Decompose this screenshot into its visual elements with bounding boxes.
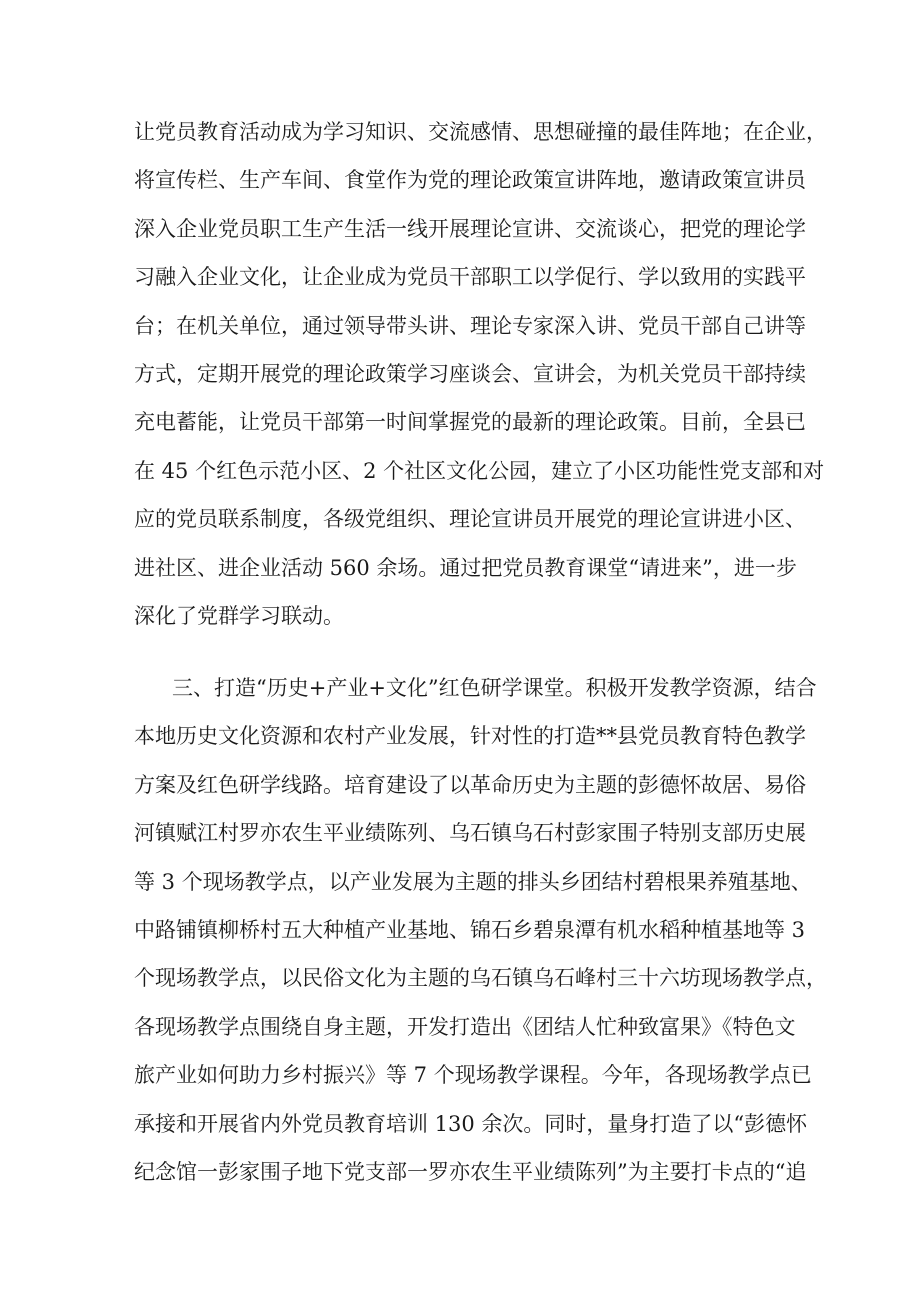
text-line: 个现场教学点，以民俗文化为主题的乌石镇乌石峰村三十六坊现场教学点， (134, 966, 827, 991)
text-line: 进社区、进企业活动 560 余场。通过把党员教育课堂“请进来”，进一步 (134, 555, 797, 580)
text-line: 方案及红色研学线路。培育建设了以革命历史为主题的彭德怀故居、易俗 (134, 772, 806, 797)
paragraph-red-study-classroom (134, 664, 827, 1196)
paragraph-party-education-venues (134, 108, 827, 640)
text-line: 深入企业党员职工生产生活一线开展理论宣讲、交流谈心，把党的理论学 (134, 216, 806, 241)
text-line: 充电蓄能，让党员干部第一时间掌握党的最新的理论政策。目前，全县已 (134, 410, 806, 435)
text-line: 三、打造“历史+产业+文化”红色研学课堂。积极开发教学资源，结合 (172, 676, 817, 700)
text-line: 等 3 个现场教学点，以产业发展为主题的排头乡团结村碧根果养殖基地、 (134, 869, 812, 894)
text-line: 各现场教学点围绕自身主题，开发打造出《团结人忙种致富果》《特色文 (134, 1014, 796, 1039)
text-line: 让党员教育活动成为学习知识、交流感情、思想碰撞的最佳阵地；在企业， (134, 120, 827, 144)
text-line: 旅产业如何助力乡村振兴》等 7 个现场教学课程。今年，各现场教学点已 (134, 1063, 812, 1088)
text-line: 深化了党群学习联动。 (134, 603, 344, 628)
text-line: 本地历史文化资源和农村产业发展，针对性的打造**县党员教育特色教学 (134, 724, 806, 749)
text-line: 方式，定期开展党的理论政策学习座谈会、宣讲会，为机关党员干部持续 (134, 361, 806, 386)
text-line: 纪念馆一彭家围子地下党支部一罗亦农生平业绩陈列”为主要打卡点的“追 (134, 1159, 807, 1184)
text-line: 习融入企业文化，让企业成为党员干部职工以学促行、学以致用的实践平 (134, 265, 806, 290)
text-line: 在 45 个红色示范小区、2 个社区文化公园，建立了小区功能性党支部和对 (134, 458, 825, 483)
text-line: 应的党员联系制度，各级党组织、理论宣讲员开展党的理论宣讲进小区、 (134, 507, 806, 532)
text-line: 河镇赋江村罗亦农生平业绩陈列、乌石镇乌石村彭家围子特别支部历史展 (134, 821, 806, 846)
text-line: 承接和开展省内外党员教育培训 130 余次。同时，量身打造了以“彭德怀 (134, 1111, 808, 1136)
text-line: 台；在机关单位，通过领导带头讲、理论专家深入讲、党员干部自己讲等 (134, 313, 806, 338)
text-line: 中路铺镇柳桥村五大种植产业基地、锦石乡碧泉潭有机水稻种植基地等 3 (134, 917, 806, 942)
text-line: 将宣传栏、生产车间、食堂作为党的理论政策宣讲阵地，邀请政策宣讲员 (134, 168, 806, 193)
